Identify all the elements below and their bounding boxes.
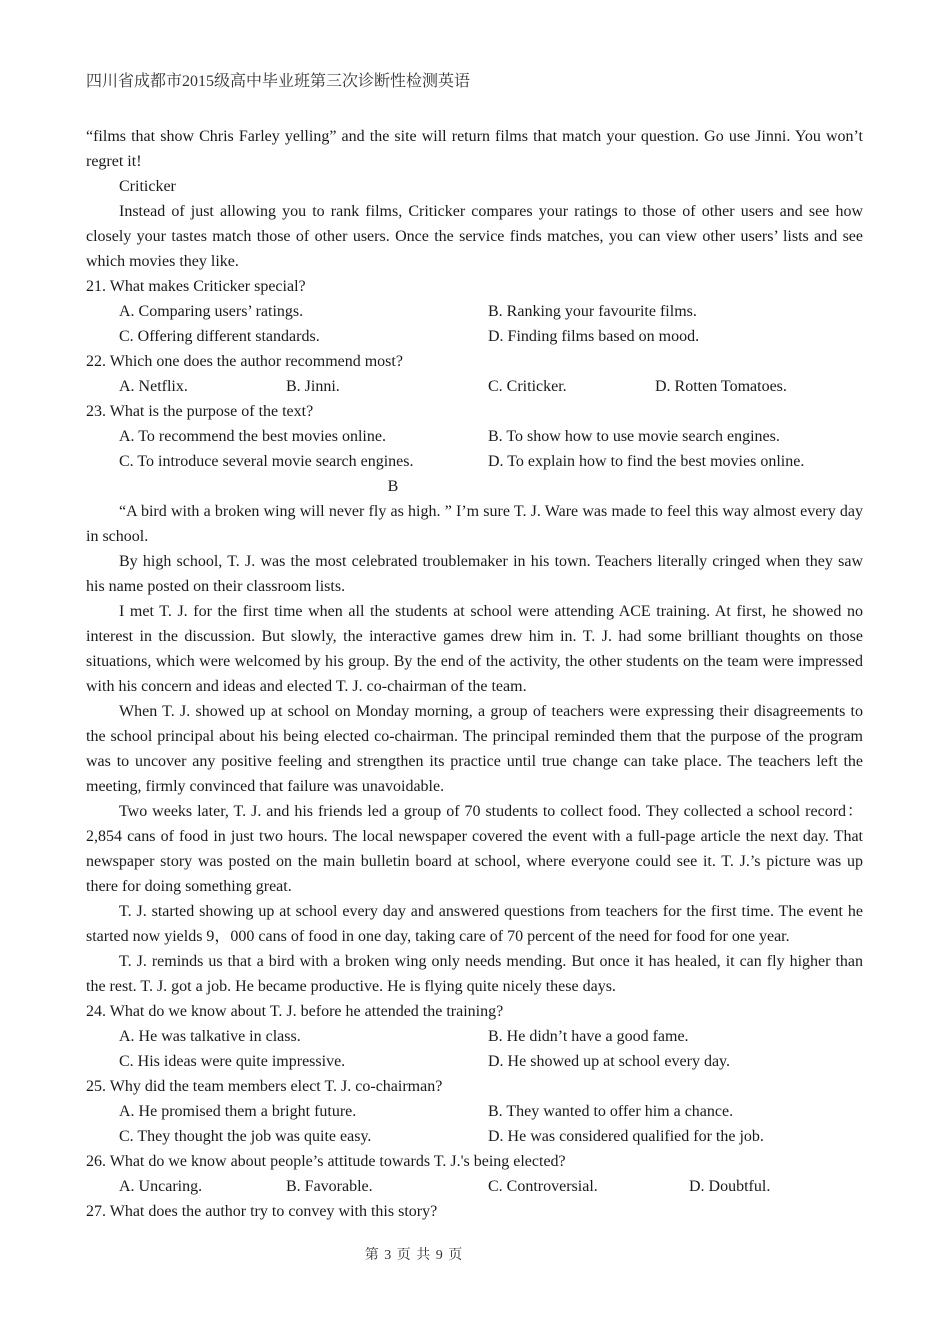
option: C. Offering different standards. [119,328,320,345]
page-footer: 第 3 页 共 9 页 [364,1248,464,1263]
passage-paragraph: When T. J. showed up at school on Monday morning, a group of teachers were expressing their disagreements to the school principal about his being elected co-chairman. The principal reminded them that the purpose of the program was to uncover any positive feeling and strengthen its practice until true change can take place. The teachers left the meeting, firmly convinced that failure was unavoidable. [86,703,863,795]
question-25-options-row-1 [86,1099,863,1124]
option: B. Favorable. [286,1178,373,1195]
option: B. Jinni. [286,378,340,395]
option: D. He was considered qualified for the job. [488,1128,764,1145]
option: A. To recommend the best movies online. [119,428,386,445]
question-24-options-row-1 [86,1024,863,1049]
option: A. He promised them a bright future. [119,1103,357,1120]
option: A. He was talkative in class. [119,1028,301,1045]
question-23-options-row-2 [86,449,863,474]
option: A. Uncaring. [119,1178,203,1195]
option: A. Netflix. [119,378,188,395]
option: D. Rotten Tomatoes. [655,378,787,395]
option: C. To introduce several movie search engines. [119,453,414,470]
option: D. He showed up at school every day. [488,1053,731,1070]
option: B. To show how to use movie search engines. [488,428,780,445]
option: B. He didn’t have a good fame. [488,1028,689,1045]
question-25: 25. Why did the team members elect T. J. co-chairman? [86,1078,443,1095]
page-header: 四川省成都市2015级高中毕业班第三次诊断性检测英语 [86,73,471,90]
option: C. His ideas were quite impressive. [119,1053,346,1070]
question-24: 24. What do we know about T. J. before he attended the training? [86,1003,504,1020]
question-27: 27. What does the author try to convey with this story? [86,1203,438,1220]
criticker-title: Criticker [119,178,176,195]
criticker-paragraph: Instead of just allowing you to rank films, Criticker compares your ratings to those of other users and see how closely your tastes match those of other users. Once the service finds matches, you can view other users’ lists and see which movies they like. [86,203,863,270]
passage-paragraph: T. J. started showing up at school every day and answered questions from teachers for the first time. The event he started now yields 9，000 cans of food in one day, taking care of 70 percent of the need for food for one year. [86,903,863,945]
question-26-options [86,1174,863,1199]
passage-paragraph: “A bird with a broken wing will never fly as high. ” I’m sure T. J. Ware was made to feel this way almost every day in school. [86,503,863,545]
question-25-options-row-2 [86,1124,863,1149]
question-21: 21. What makes Criticker special? [86,278,306,295]
section-b-label: B [387,478,399,495]
question-23: 23. What is the purpose of the text? [86,403,314,420]
option: C. Controversial. [488,1178,598,1195]
question-22: 22. Which one does the author recommend most? [86,353,403,370]
question-23-options-row-1 [86,424,863,449]
option: B. Ranking your favourite films. [488,303,697,320]
option: D. Finding films based on mood. [488,328,700,345]
question-22-options [86,374,863,399]
option: B. They wanted to offer him a chance. [488,1103,734,1120]
option: A. Comparing users’ ratings. [119,303,304,320]
passage-paragraph: T. J. reminds us that a bird with a broken wing only needs mending. But once it has healed, it can fly higher than the rest. T. J. got a job. He became productive. He is flying quite nicely these days. [86,953,863,995]
question-21-options-row-1 [86,299,863,324]
option: D. To explain how to find the best movies online. [488,453,805,470]
document-body [86,124,863,1224]
passage-paragraph: Two weeks later, T. J. and his friends led a group of 70 students to collect food. They collected a school record：2,854 cans of food in just two hours. The local newspaper covered the event with a full-page article the next day. That newspaper story was posted on the main bulletin board at school, where everyone could see it. T. J.’s picture was up there for doing something great. [86,803,863,895]
question-21-options-row-2 [86,324,863,349]
option: C. They thought the job was quite easy. [119,1128,372,1145]
option: C. Criticker. [488,378,567,395]
jinni-paragraph-continued: “films that show Chris Farley yelling” and the site will return films that match your question. Go use Jinni. You won’t regret it! [86,128,863,170]
question-26: 26. What do we know about people’s attitude towards T. J.'s being elected? [86,1153,566,1170]
passage-paragraph: By high school, T. J. was the most celebrated troublemaker in his town. Teachers literally cringed when they saw his name posted on their classroom lists. [86,553,863,595]
passage-paragraph: I met T. J. for the first time when all the students at school were attending ACE training. At first, he showed no interest in the discussion. But slowly, the interactive games drew him in. T. J. had some brilliant thoughts on those situations, which were welcomed by his group. By the end of the activity, the other students on the team were impressed with his concern and ideas and elected T. J. co-chairman of the team. [86,603,863,695]
option: D. Doubtful. [689,1178,771,1195]
question-24-options-row-2 [86,1049,863,1074]
